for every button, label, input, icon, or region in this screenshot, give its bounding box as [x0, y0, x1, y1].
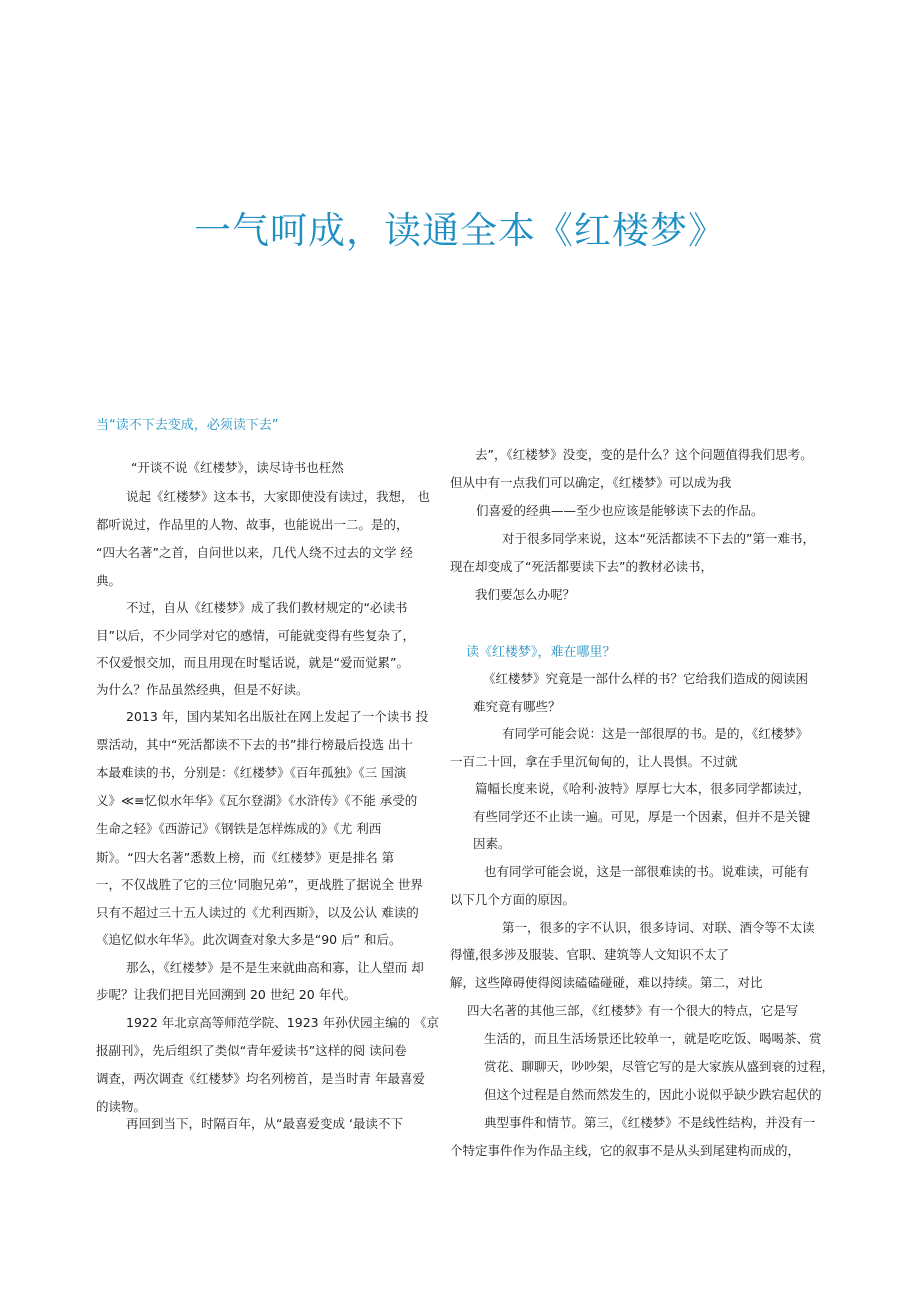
- paragraph-line: 有同学可能会说：这是一部很厚的书。是的，《红楼梦》: [502, 726, 809, 741]
- paragraph-line: 说起《红楼梦》这本书，大家即使没有读过，我想， 也: [126, 489, 430, 504]
- paragraph-line: 1922 年北京高等师范学院、1923 年孙伏园主编的 《京: [126, 1015, 440, 1030]
- paragraph-line: 票活动，其中“死活都读不下去的书”排行榜最后投选 出十: [96, 737, 413, 752]
- paragraph-line: 只有不超过三十五人读过的《尤利西斯》，以及公认 难读的: [96, 905, 419, 920]
- paragraph-line: 《追忆似水年华》。此次调查对象大多是“90 后” 和后。: [96, 932, 402, 947]
- paragraph-line: 解，这些障碍使得阅读磕磕碰碰，难以持续。第二，对比: [450, 975, 763, 990]
- paragraph-line: 我们要怎么办呢？: [475, 587, 576, 602]
- paragraph-line: 一，不仅战胜了它的三位‘同胞兄弟”，更战胜了据说全 世界: [96, 877, 423, 892]
- paragraph-line: “开谈不说《红楼梦》，读尽诗书也枉然: [131, 460, 344, 475]
- paragraph-line: 四大名著的其他三部，《红楼梦》有一个很大的特点，它是写: [467, 1003, 799, 1018]
- paragraph-line: 对于很多同学来说，这本“死活都读不下去的”第一难书，: [502, 531, 815, 546]
- paragraph-line: 典。: [96, 573, 122, 588]
- paragraph-line: “四大名著”之首，自问世以来，几代人绕不过去的文学 经: [96, 545, 413, 560]
- paragraph-line: 步呢？让我们把目光回溯到 20 世纪 20 年代。: [96, 987, 357, 1002]
- paragraph-line: 本最难读的书，分别是：《红楼梦》《百年孤独》《三 国演: [96, 765, 407, 780]
- paragraph-line: 篇幅长度来说，《哈利·波特》厚厚七大本，很多同学都读过，: [475, 781, 811, 796]
- paragraph-line: 有些同学还不止读一遍。可见，厚是一个因素，但并不是关键: [473, 809, 811, 824]
- section-heading-2: 读《红楼梦》，难在哪里？: [466, 645, 616, 660]
- paragraph-line: 个特定事件作为作品主线，它的叙事不是从头到尾建构而成的，: [450, 1143, 801, 1158]
- paragraph-line: 们喜爱的经典——至少也应该是能够读下去的作品。: [476, 503, 764, 518]
- paragraph-line: 也有同学可能会说，这是一部很难读的书。说难读，可能有: [484, 864, 810, 879]
- paragraph-line: 那么，《红楼梦》是不是生来就曲高和寡，让人望而 却: [126, 960, 424, 975]
- paragraph-line: 难究竟有哪些？: [473, 699, 561, 714]
- paragraph-line: 因素。: [473, 836, 511, 851]
- paragraph-line: 调查，两次调查《红楼梦》均名列榜首，是当时青 年最喜爱: [96, 1071, 425, 1086]
- paragraph-line: 义》≪≡忆似水年华》《瓦尔登湖》《水浒传》《不能 承受的: [96, 793, 418, 808]
- paragraph-line: 一百二十回，拿在手里沉甸甸的，让人畏惧。不过就: [450, 754, 738, 769]
- paragraph-line: 典型事件和情节。第三，《红楼梦》不是线性结构，并没有一: [484, 1115, 816, 1130]
- paragraph-line: 得懂,很多涉及服装、官职、建筑等人文知识不太了: [450, 947, 729, 962]
- paragraph-line: 报副刊》，先后组织了类似“青年爱读书”这样的阅 读问卷: [96, 1043, 407, 1058]
- paragraph-line: 再回到当下，时隔百年，从“最喜爱变成 ‘最读不下: [126, 1116, 403, 1131]
- section-heading-1: 当“读不下去变成，必须读下去”: [96, 418, 279, 433]
- article-title: 一气呵成，读通全本《红楼梦》: [194, 209, 726, 252]
- paragraph-line: 目”以后，不少同学对它的感情，可能就变得有些复杂了，: [96, 628, 415, 643]
- paragraph-line: 都听说过，作品里的人物、故事，也能说出一二。是的，: [96, 517, 409, 532]
- paragraph-line: 赏花、聊聊天，吵吵架，尽管它写的是大家族从盛到衰的过程，: [484, 1059, 835, 1074]
- paragraph-line: 生命之轻》《西游记》《钢铁是怎样炼成的》《尤 利西: [96, 821, 382, 836]
- paragraph-line: 2013 年，国内某知名出版社在网上发起了一个读书 投: [126, 709, 429, 724]
- paragraph-line: 《红楼梦》究竟是一部什么样的书？它给我们造成的阅读困: [483, 671, 809, 686]
- paragraph-line: 不过，自从《红楼梦》成了我们教材规定的“必读书: [126, 600, 408, 615]
- paragraph-line: 不仅爱恨交加，而且用现在时髦话说，就是“爱而觉累”。: [96, 655, 409, 670]
- paragraph-line: 的读物。: [96, 1099, 147, 1114]
- paragraph-line: 现在却变成了“死活都要读下去”的教材必读书，: [450, 559, 713, 574]
- paragraph-line: 生活的，而且生活场景还比较单一，就是吃吃饭、喝喝茶、赏: [484, 1031, 822, 1046]
- paragraph-line: 为什么？作品虽然经典，但是不好读。: [96, 682, 309, 697]
- paragraph-line: 但这个过程是自然而然发生的，因此小说似乎缺少跌宕起伏的: [484, 1087, 822, 1102]
- paragraph-line: 第一，很多的字不认识，很多诗词、对联、酒令等不太读: [502, 920, 815, 935]
- paragraph-line: 以下几个方面的原因。: [450, 892, 576, 907]
- paragraph-line: 斯》。“四大名著”悉数上榜，而《红楼梦》更是排名 第: [96, 850, 395, 865]
- paragraph-line: 去”，《红楼梦》没变，变的是什么？这个问题值得我们思考。: [475, 447, 813, 462]
- paragraph-line: 但从中有一点我们可以确定，《红楼梦》可以成为我: [450, 475, 732, 490]
